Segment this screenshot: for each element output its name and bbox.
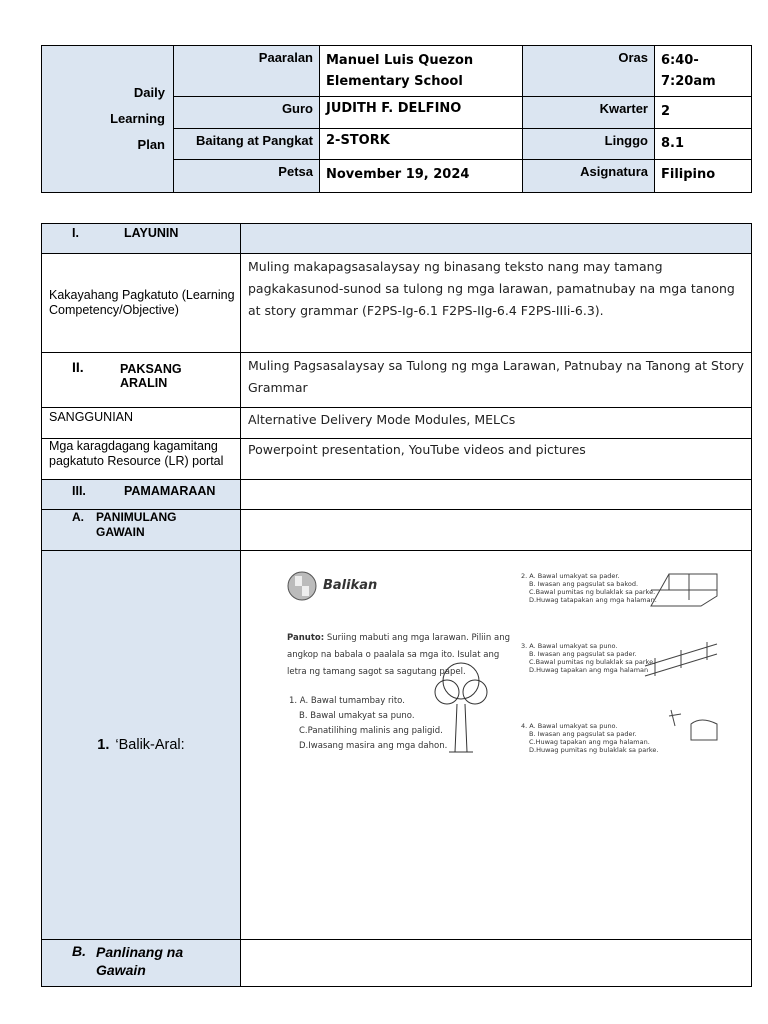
q1-option-a: 1. A. Bawal tumambay rito.: [289, 696, 405, 706]
q4-option-a: 4. A. Bawal umakyat sa puno.: [521, 722, 618, 730]
question-3: [521, 642, 655, 674]
puzzle-icon: [287, 568, 317, 604]
layunin-number: I.: [72, 226, 79, 240]
header-table: [41, 45, 752, 193]
panlinang-blank: [241, 940, 752, 987]
asignatura-label: Asignatura: [523, 160, 655, 193]
paaralan-value: [320, 46, 523, 97]
balik-aral-number: 1.: [97, 737, 110, 753]
paksang-inner: [72, 359, 200, 390]
paksang-heading: [42, 353, 241, 408]
lesson-plan-table: [41, 223, 752, 987]
paaralan-line-2: Elementary School: [326, 74, 463, 89]
panuto-line-3: letra ng tamang sagot sa sagutang papel.: [287, 667, 466, 677]
plant-illustration: [661, 704, 721, 746]
pamamaraan-blank: [241, 480, 752, 510]
q1-option-b: B. Bawal umakyat sa puno.: [299, 711, 415, 721]
wall-illustration: [649, 566, 719, 610]
paksang-value: Muling Pagsasalaysay sa Tulong ng mga Larawan, Patnubay na Tanong at Story Grammar: [241, 353, 752, 408]
q2-option-d: D.Huwag tatapakan ang mga halaman.: [529, 596, 657, 604]
petsa-value: November 19, 2024: [320, 160, 523, 193]
layunin-heading: [42, 224, 241, 254]
balikan-title: Balikan: [323, 578, 378, 593]
panlinang-heading: [42, 940, 241, 987]
panimula-number: A.: [72, 510, 84, 524]
competency-label: Kakayahang Pagkatuto (Learning Competency/Objective): [42, 254, 241, 353]
linggo-label: Linggo: [523, 129, 655, 160]
panimula-title: PANIMULANG GAWAIN: [96, 510, 177, 539]
guro-value: JUDITH F. DELFINO: [320, 97, 523, 129]
sanggunian-label: SANGGUNIAN: [42, 408, 241, 439]
kwarter-label: Kwarter: [523, 97, 655, 129]
q3-option-b: B. Iwasan ang pagsulat sa pader.: [529, 650, 637, 658]
q3-option-d: D.Huwag tapakan ang mga halaman: [529, 666, 649, 674]
layunin-blank: [241, 224, 752, 254]
paaralan-label: Paaralan: [174, 46, 320, 97]
oras-value: 6:40-7:20am: [655, 46, 752, 97]
layunin-title: LAYUNIN: [124, 226, 179, 240]
guro-label: Guro: [174, 97, 320, 129]
q3-option-c: C.Bawal pumitas ng bulaklak sa parke.: [529, 658, 656, 666]
q2-option-a: 2. A. Bawal umakyat sa pader.: [521, 572, 620, 580]
q1-option-c: C.Panatilihing malinis ang paligid.: [299, 726, 443, 736]
q1-option-d: D.Iwasang masira ang mga dahon.: [299, 741, 448, 751]
petsa-label: Petsa: [174, 160, 320, 193]
panimula-heading: [42, 510, 241, 551]
sanggunian-value: Alternative Delivery Mode Modules, MELCs: [241, 408, 752, 439]
paksang-number: II.: [72, 359, 84, 375]
kagamitan-label: Mga karagdagang kagamitang pagkatuto Resource (LR) portal: [42, 439, 241, 480]
panlinang-title: Panlinang na Gawain: [96, 944, 184, 978]
tree-illustration: [431, 656, 491, 756]
q2-option-c: C.Bawal pumitas ng bulaklak sa parke.: [529, 588, 656, 596]
dlp-line-1: Daily: [133, 85, 165, 100]
panimula-inner: [72, 510, 186, 540]
panlinang-number: B.: [72, 943, 86, 959]
pamamaraan-heading: [42, 480, 241, 510]
question-2: [521, 572, 657, 604]
panuto-line-2: angkop na babala o paalala sa mga ito. Isulat ang: [287, 650, 500, 660]
kagamitan-value: Powerpoint presentation, YouTube videos and pictures: [241, 439, 752, 480]
q2-option-b: B. Iwasan ang pagsulat sa bakod.: [529, 580, 639, 588]
balik-aral-title: ‘Balik-Aral:: [115, 737, 185, 753]
pamamaraan-number: III.: [72, 484, 86, 498]
panuto-label: Panuto:: [287, 633, 325, 643]
question-4: [521, 722, 658, 754]
paaralan-line-1: Manuel Luis Quezon: [326, 53, 474, 68]
question-1: [289, 694, 447, 754]
q3-option-a: 3. A. Bawal umakyat sa puno.: [521, 642, 618, 650]
panimula-blank: [241, 510, 752, 551]
paksang-title: PAKSANG ARALIN: [120, 362, 182, 390]
daily-learning-plan-label: [42, 46, 174, 193]
q4-option-d: D.Huwag pumitas ng bulaklak sa parke.: [529, 746, 659, 754]
oras-label: Oras: [523, 46, 655, 97]
dlp-line-3: Plan: [137, 137, 165, 152]
balik-aral-content: [241, 551, 752, 940]
linggo-value: 8.1: [655, 129, 752, 160]
baitang-label: Baitang at Pangkat: [174, 129, 320, 160]
dlp-line-2: Learning: [110, 111, 165, 126]
q4-option-c: C.Huwag tapakan ang mga halaman.: [529, 738, 650, 746]
asignatura-value: Filipino: [655, 160, 752, 193]
competency-value: Muling makapagsasalaysay ng binasang teksto nang may tamang pagkakasunod-sunod sa tulong ng mga larawan, pamatnubay na mga tanong at story grammar (F2PS-Ig-6.1 F2PS-IIg-6.4 F2PS-IIIi-6.3).: [241, 254, 752, 353]
panuto-line-1: Suriing mabuti ang mga larawan. Piliin ang: [326, 633, 510, 643]
pamamaraan-title: PAMAMARAAN: [124, 484, 216, 498]
baitang-value: 2-STORK: [320, 129, 523, 160]
balik-aral-label: [42, 551, 241, 940]
balikan-worksheet-image: [281, 556, 751, 778]
kwarter-value: 2: [655, 97, 752, 129]
panlinang-inner: [72, 940, 206, 979]
q4-option-b: B. Iwasan ang pagsulat sa pader.: [529, 730, 637, 738]
fence-illustration: [641, 636, 721, 682]
